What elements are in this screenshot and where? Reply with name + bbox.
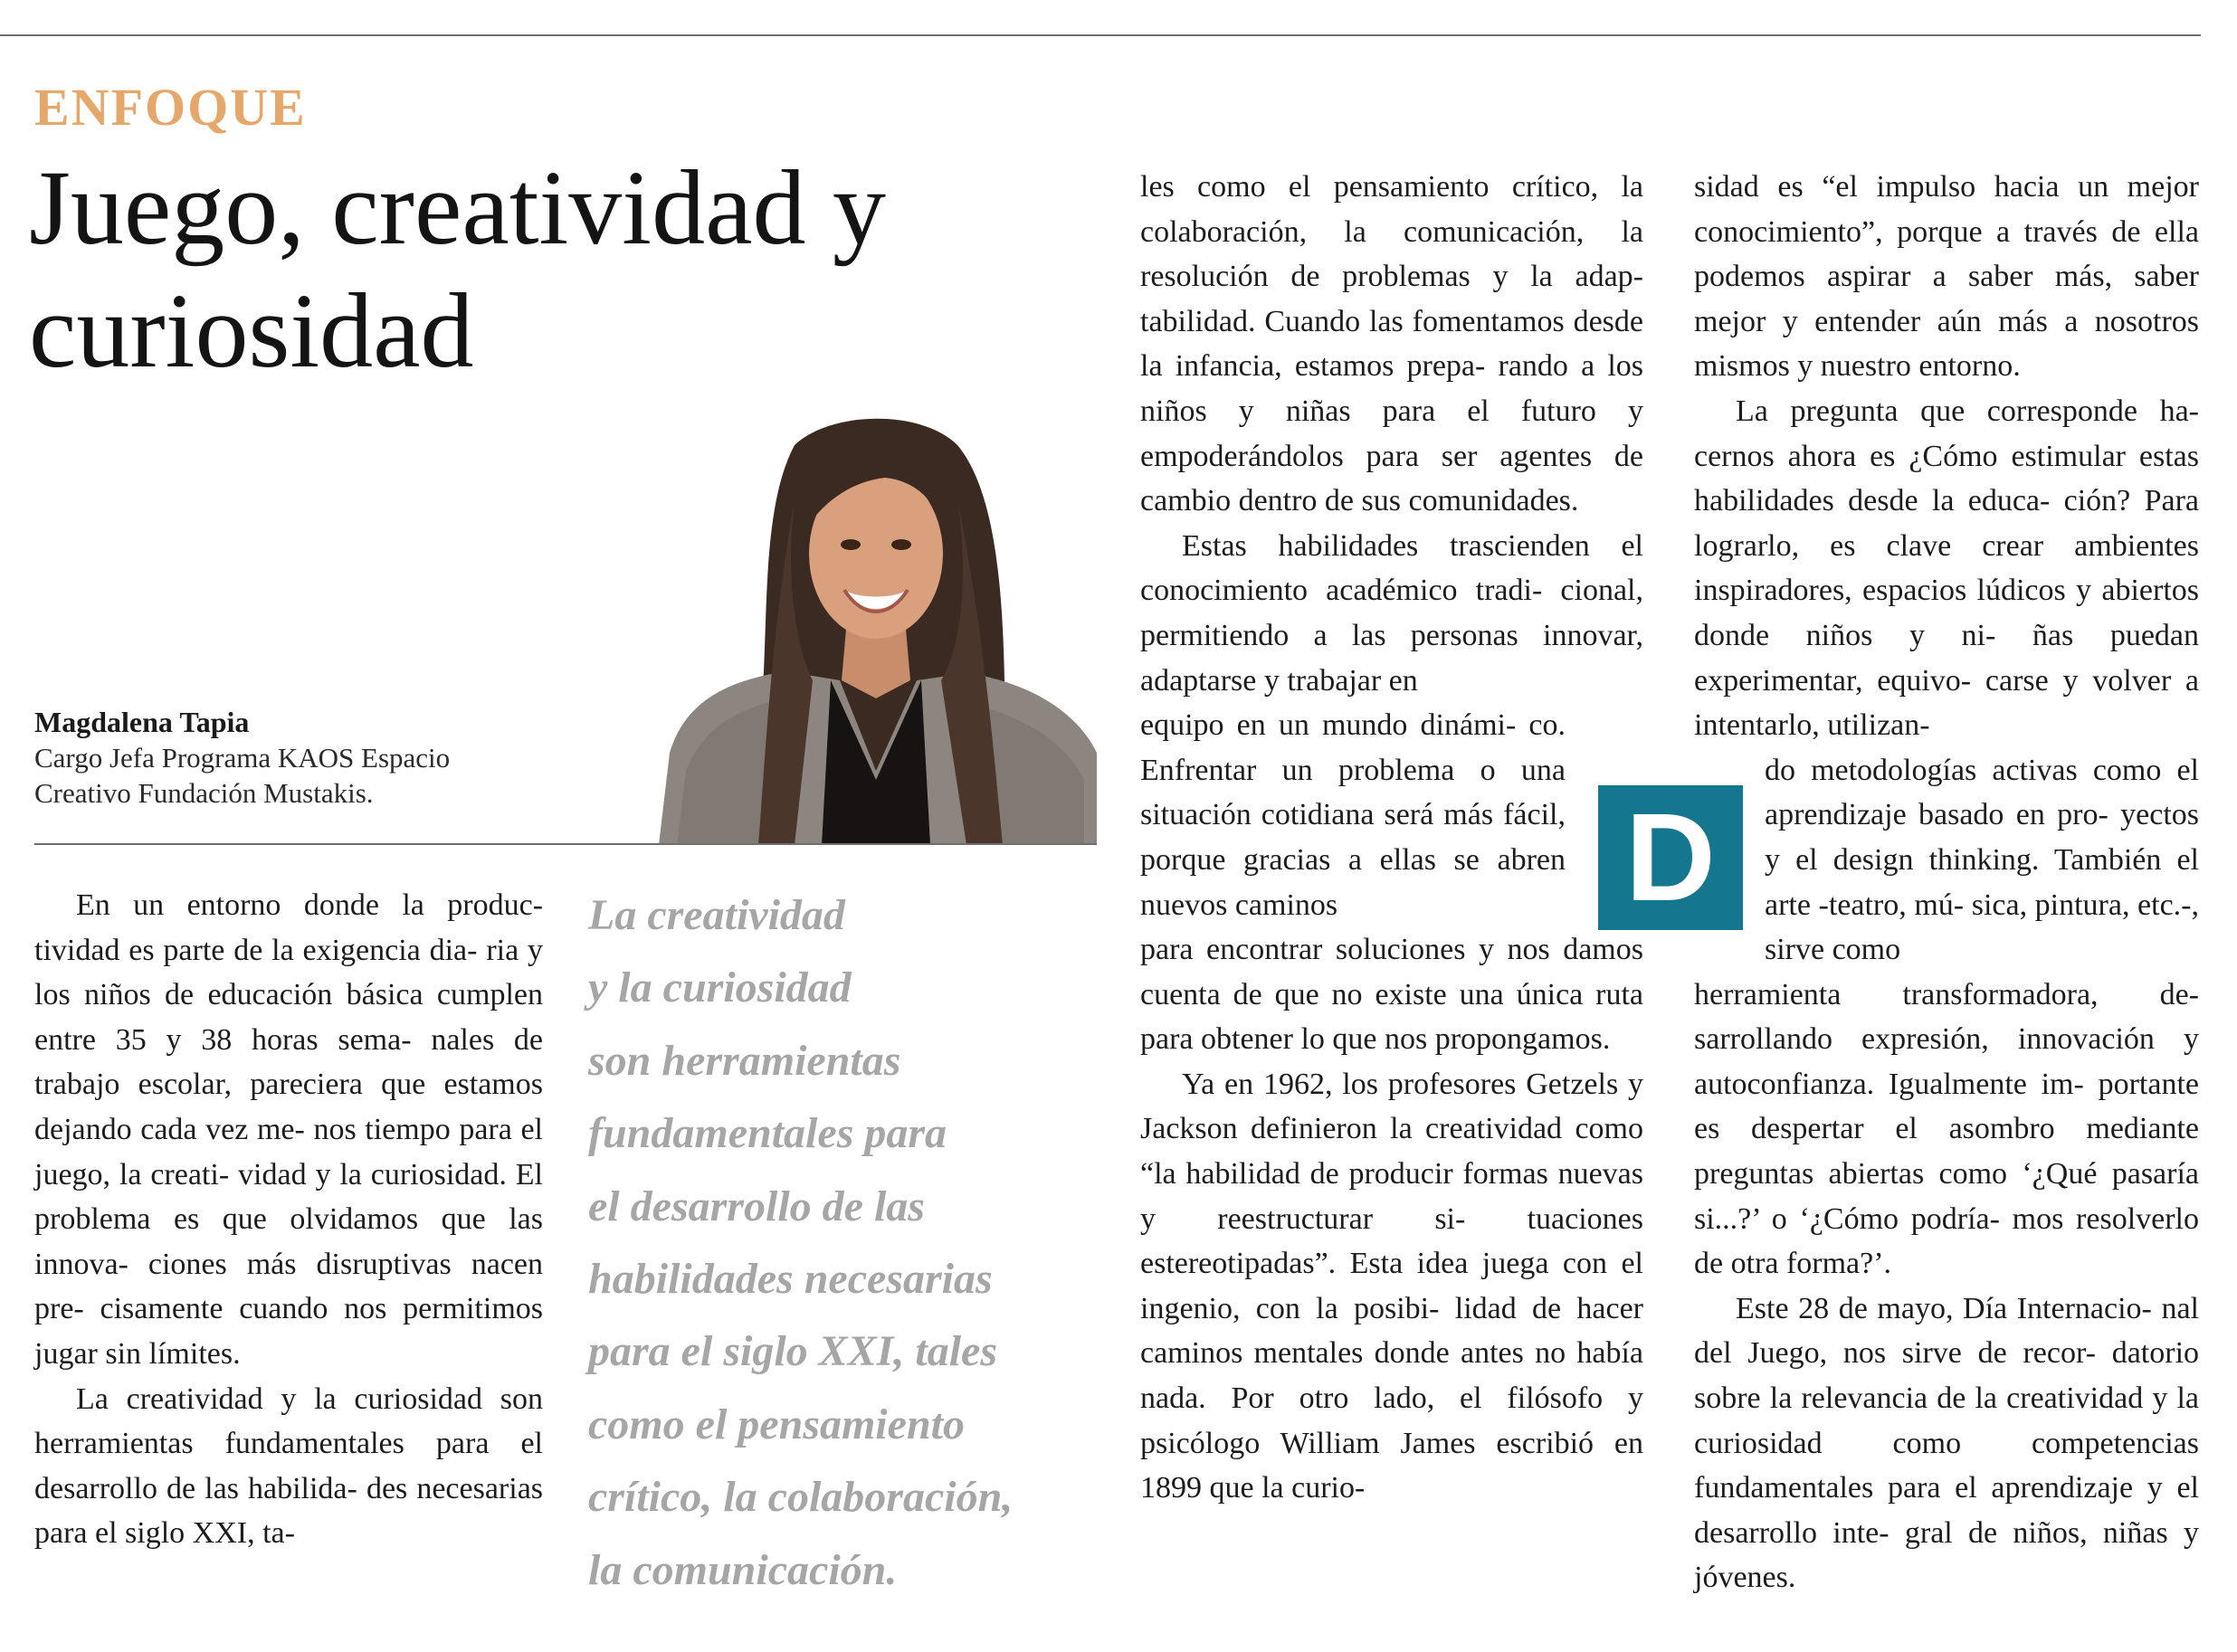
text-line: que estamos dejando cada vez me- (34, 1068, 543, 1146)
text-line: ria y los niños de educación básica (34, 933, 544, 1012)
text-line: La creatividad y la curiosidad (76, 1381, 483, 1416)
text-line: futuro y empoderándolos para ser (1140, 394, 1644, 473)
text-line: En un entorno donde la produc- (76, 888, 543, 922)
text-line: innovar, adaptarse y trabajar en (1140, 618, 1643, 698)
article-column-3 (1140, 165, 1643, 1511)
text-line: tuaciones estereotipadas”. Esta idea (1140, 1201, 1644, 1281)
text-line: estas habilidades desde la educa- (1694, 439, 2199, 518)
text-line: como “la habilidad de producir (1140, 1112, 1643, 1192)
pull-quote-line: son herramientas (588, 1036, 901, 1085)
article-paragraph-wrapped (1694, 748, 2199, 973)
text-line: vidad y la curiosidad. El problema (34, 1157, 543, 1237)
article-paragraph (1140, 1062, 1643, 1511)
pull-quote-line: y la curiosidad (588, 964, 852, 1012)
text-line: herramienta transformadora, de- (1694, 977, 2199, 1011)
text-line: y Jackson definieron la creatividad (1140, 1067, 1644, 1146)
text-line: equipo en un mundo dinámi- (1140, 708, 1517, 743)
pull-quote-line: para el siglo XXI, tales (588, 1327, 998, 1376)
article-paragraph (1694, 389, 2199, 748)
text-line: desde la infancia, estamos prepa- (1140, 304, 1643, 384)
author-block (34, 704, 614, 811)
text-line: James escribió en 1899 que la curio- (1140, 1426, 1644, 1505)
text-line: única ruta para obtener lo que nos (1140, 977, 1643, 1057)
article-paragraph (1694, 973, 2199, 1286)
author-photo (659, 409, 1097, 845)
text-line: nales de trabajo escolar, pareciera (34, 1022, 544, 1102)
pull-quote-line: habilidades necesarias (588, 1255, 993, 1304)
article-paragraph (34, 1377, 543, 1556)
text-line: ambientes inspiradores, espacios (1694, 528, 2199, 608)
text-line: Ya en 1962, los profesores Getzels (1182, 1067, 1619, 1101)
text-line: rando a los niños y niñas para el (1140, 349, 1644, 428)
text-line: co. Enfrentar un problema o (1140, 708, 1566, 787)
text-line: creatividad y la curiosidad como (1694, 1381, 2200, 1460)
text-line: propongamos. (1434, 1022, 1611, 1057)
text-line: el aprendizaje basado en pro- (1765, 753, 2199, 832)
text-line: La pregunta que corresponde ha- (1736, 394, 2199, 428)
text-line: comunidades. (1408, 484, 1579, 518)
text-line: saber mejor y entender aún más a (1694, 260, 2200, 338)
text-line: do metodologías activas como (1765, 753, 2162, 787)
text-line: nosotros mismos y nuestro entorno. (1694, 304, 2200, 384)
text-line: carse y volver a intentarlo, utilizan- (1694, 663, 2199, 743)
text-line: mos resolverlo de otra forma?’. (1694, 1201, 2199, 1281)
article-paragraph (1140, 524, 1643, 703)
text-line: el conocimiento académico tradi- (1140, 528, 1644, 608)
text-line: portante es despertar el asombro (1694, 1067, 2199, 1146)
article-paragraph (34, 883, 543, 1377)
text-line: una situación cotidiana será (1140, 753, 1566, 832)
byline-rule (34, 843, 1097, 845)
text-line: Estas habilidades trascienden (1182, 528, 1590, 563)
text-line: sarrollando expresión, innovación (1694, 1022, 2155, 1057)
article-paragraph (1694, 165, 2199, 389)
text-line: ellas se abren nuevos caminos (1140, 842, 1566, 922)
text-line: ñas puedan experimentar, equivo- (1694, 618, 2199, 698)
headline (29, 147, 934, 393)
drop-cap: D (1598, 785, 1743, 930)
text-line: nos tiempo para el juego, la creati- (34, 1112, 544, 1192)
top-rule (0, 34, 2201, 36)
text-line: tabilidad. Cuando las fomentamos (1140, 304, 1565, 338)
text-line: datorio sobre la relevancia de la (1694, 1336, 2200, 1416)
text-line: cumplen entre 35 y 38 horas sema- (34, 978, 543, 1057)
author-name: Magdalena Tapia (34, 706, 250, 738)
text-line: damos cuenta de que no existe una (1140, 933, 1643, 1011)
text-line: ciones más disruptivas nacen pre- (34, 1247, 544, 1326)
pull-quote-line: fundamentales para (588, 1109, 947, 1158)
article-column-4 (1694, 165, 2199, 1600)
text-line: formas nuevas y reestructurar si- (1140, 1157, 1643, 1236)
text-line: jugar sin límites. (34, 1336, 241, 1371)
text-line: nal del Juego, nos sirve de recor- (1694, 1291, 2199, 1371)
text-line: y autoconfianza. Igualmente im- (1694, 1022, 2199, 1101)
article-paragraph-wrapped (1140, 703, 1566, 927)
text-line: donde antes no había nada. Por otro (1140, 1336, 1644, 1416)
text-line: des necesarias para el siglo XXI, ta- (34, 1471, 544, 1551)
text-line: yectos y el design thinking. (1765, 798, 2199, 877)
author-role-line: Cargo Jefa Programa KAOS Espacio (34, 742, 451, 774)
article-column-1 (34, 883, 543, 1556)
author-portrait-image (659, 409, 1097, 845)
author-role (34, 740, 614, 811)
text-line: También el arte -teatro, mú- (1765, 842, 2199, 922)
text-line: más fácil, porque gracias a (1140, 798, 1566, 877)
pull-quote-line: como el pensamiento (588, 1400, 965, 1448)
text-line: gral de niños, niñas y jóvenes. (1694, 1515, 2199, 1595)
text-line: es que olvidamos que las innova- (34, 1202, 543, 1281)
text-line: lidad de hacer caminos mentales (1140, 1291, 1644, 1371)
section-kicker: ENFOQUE (34, 78, 307, 137)
article-paragraph (1140, 165, 1643, 524)
text-line: ella podemos aspirar a saber más, (1694, 214, 2199, 294)
text-line: resolución de problemas y la adap- (1140, 260, 1643, 294)
text-line: colaboración, la comunicación, la (1140, 214, 1643, 249)
headline-line-1: Juego, creatividad y (29, 148, 886, 267)
pull-quote-line: la comunicación. (588, 1545, 898, 1594)
text-line: competencias fundamentales para (1694, 1426, 2200, 1505)
pull-quote-line: crítico, la colaboración, (588, 1473, 1014, 1522)
text-line: cisamente cuando nos permitimos (100, 1292, 543, 1326)
text-line: juega con el ingenio, con la posibi- (1140, 1247, 1643, 1325)
pull-quote-line: el desarrollo de las (588, 1182, 925, 1230)
text-line: lúdicos y abiertos donde niños y ni- (1694, 574, 2199, 652)
pull-quote-line: La creatividad (588, 891, 845, 939)
article-paragraph (1694, 1286, 2199, 1600)
text-line: son herramientas fundamentales (34, 1381, 543, 1461)
text-line: para encontrar soluciones y nos (1140, 933, 1550, 967)
text-line: agentes de cambio dentro de sus (1140, 439, 1643, 518)
article-paragraph (1140, 927, 1643, 1062)
text-line: cernos ahora es ¿Cómo estimular (1694, 439, 2126, 473)
text-line: les como el pensamiento crítico, la (1140, 170, 1643, 204)
text-line: sidad es “el impulso hacia un mejor (1694, 170, 2199, 204)
pull-quote (588, 879, 1077, 1607)
text-line: mediante preguntas abiertas como (1694, 1112, 2200, 1192)
text-line: ción? Para lograrlo, es clave crear (1694, 484, 2199, 563)
text-line: Este 28 de mayo, Día Internacio- (1736, 1291, 2152, 1325)
headline-line-2: curiosidad (29, 271, 474, 390)
text-line: tividad es parte de la exigencia dia- (34, 933, 478, 967)
text-line: sica, pintura, etc.-, sirve como (1765, 888, 2200, 967)
text-line: el aprendizaje y el desarrollo inte- (1694, 1471, 2200, 1550)
text-line: cional, permitiendo a las personas (1140, 574, 1643, 652)
text-line: ‘¿Qué pasaría si...?’ o ‘¿Cómo podría- (1694, 1157, 2199, 1236)
text-line: lado, el filósofo y psicólogo William (1140, 1381, 1643, 1460)
text-line: para el desarrollo de las habilida- (34, 1427, 543, 1505)
author-role-line: Creativo Fundación Mustakis. (34, 777, 374, 809)
text-line: conocimiento”, porque a través de (1694, 214, 2141, 249)
